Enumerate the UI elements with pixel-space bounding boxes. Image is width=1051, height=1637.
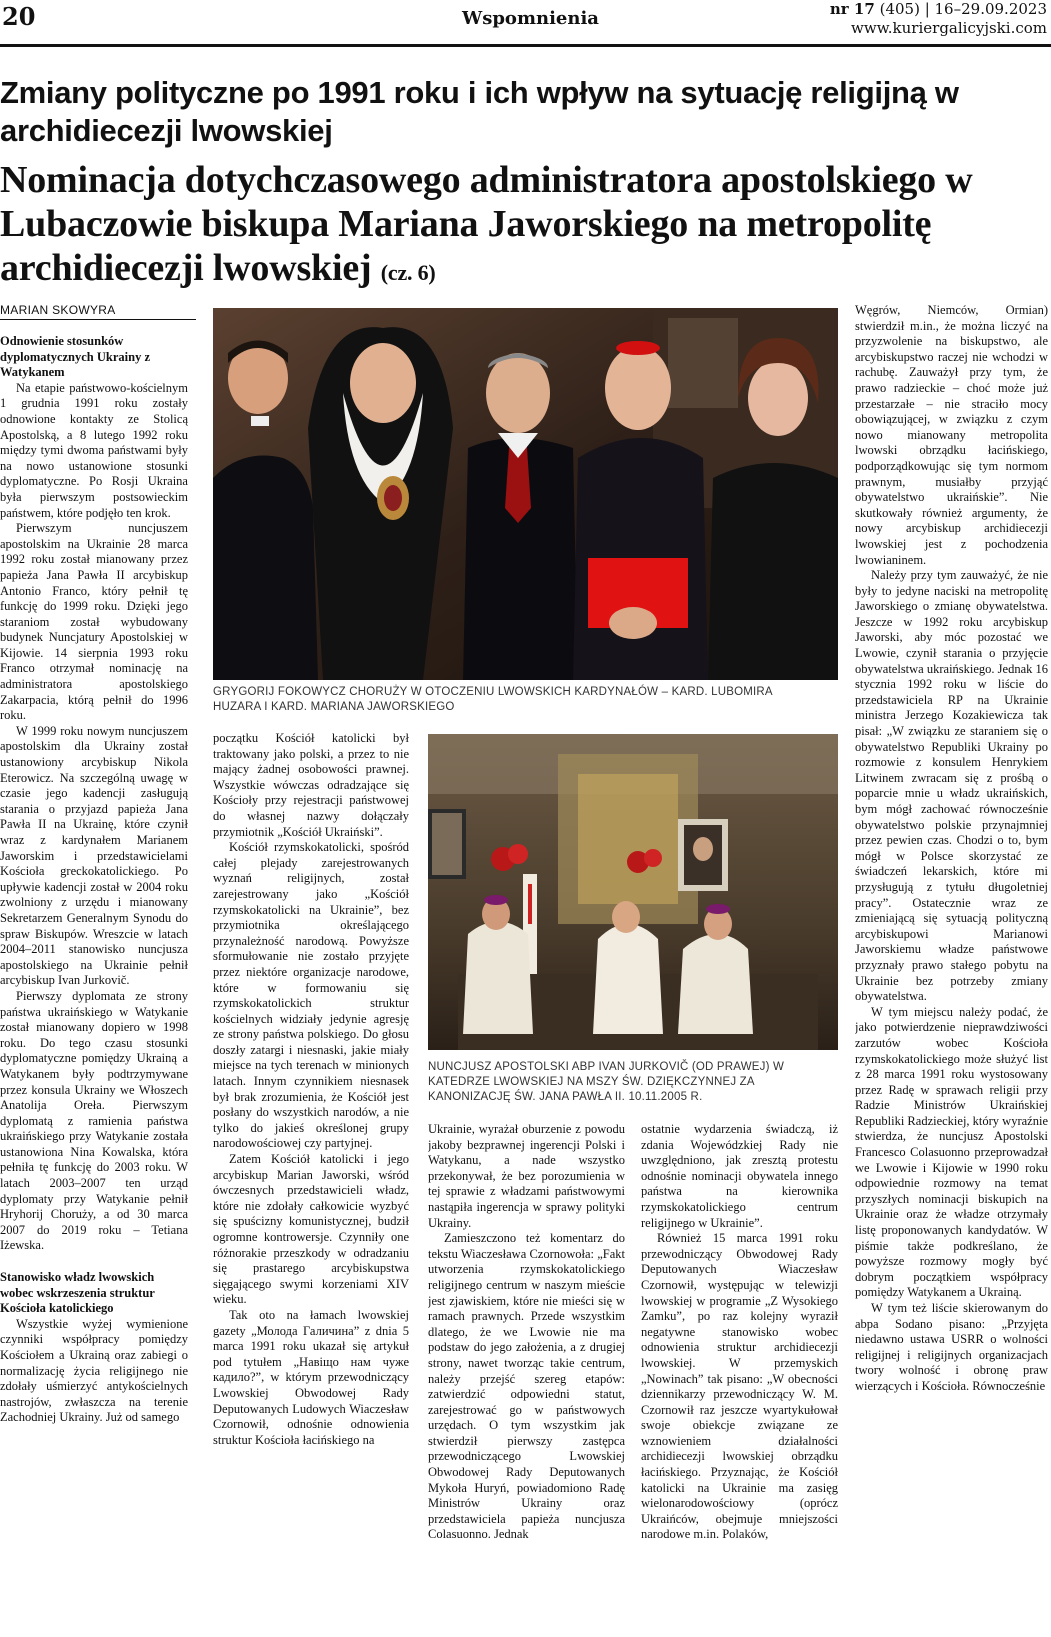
paragraph: Należy przy tym zauważyć, że nie były to jedyne naciski na metropolitę Jaworskiego o zmianę obywatelstwa. Jeszcze w 1992 roku arcybiskup Jaworski, aby móc pozostać we Lwowie, czynił starania o przyjęcie obywatelstwa ukraińskiego. Jednak 16 stycznia 1992 roku w liście do przedstawiciela RP na Ukrainie ministra Jerzego Kozakiewicza tak pisał: „W związku ze staraniem się o obywatelstwo Republiki Ukrainy po rozmowie z konsulem Henrykiem Litwinem zwracam się z prośbą o poparcie mnie u władz ukraińskich, bym mógł zachować równocześnie obywatelstwo polskie przynajmniej przez pewien czas. Chodzi o to, bym mógł w Polsce skorzystać ze świadczeń lekarskich, które mi przysługują z tytułu długoletniej pracy”. Ostatecznie wraz ze zmieniającą się sytuacją polityczną arcybiskupowi Marianowi Jaworskiemu władze państwowe przyznały prawo stałego pobytu na Ukrainie bez potrzeby zmiany obywatelstwa.	[855, 568, 1048, 1004]
text-column-2	[213, 731, 409, 1637]
photo-cardinals-caption: GRYGORIJ FOKOWYCZ CHORUŻY W OTOCZENIU LWOWSKICH KARDYNAŁÓW – KARD. LUBOMIRA HUZARA I KARD. MARIANA JAWORSKIEGO	[213, 686, 773, 713]
paragraph: Wszystkie wyżej wymienione czynniki współpracy pomiędzy Kościołem a Ukrainą oraz zabiegi o normalizację życia religijnego nie zdołały uśmierzyć antykościelnych nastrojów, zwłaszcza na terenie Zachodniej Ukrainy. Już od samego	[0, 1316, 188, 1425]
headline-text: Nominacja dotychczasowego administratora apostolskiego w Lubaczowie biskupa Mariana Jaworskiego na metropolitę archidiecezji lwowskiej	[0, 159, 973, 289]
article-kicker: Zmiany polityczne po 1991 roku i ich wpływ na sytuację religijną w archidiecezji lwowskiej	[0, 75, 959, 148]
paragraph: W 1999 roku nowym nuncjuszem apostolskim dla Ukrainy został ustanowiony arcybiskup Nikola Eterowicz. Na szczególną uwagę w czasie jego kadencji zasługują starania o przyjazd papieża Jana Pawła II na Ukrainę, które czynił wraz z kardynałem Marianem Jaworskim i przedstawicielami Kościoła greckokatolickiego. Po upływie kadencji został w 2004 roku zwolniony z urzędu i mianowany Sekretarzem Generalnym Synodu do spraw Biskupów. Wreszcie w latach 2004–2011 stanowisko nuncjusza apostolskiego na Ukrainie pełnił arcybiskup Ivan Jurkovič.	[0, 723, 188, 988]
photo-cathedral-mass	[428, 734, 838, 1050]
photo-cardinals-image	[213, 308, 838, 680]
headline-part: (cz. 6)	[380, 260, 436, 285]
paragraph: Pierwszym nuncjuszem apostolskim na Ukrainie 28 marca 1992 roku został mianowany przez papieża Jana Pawła II arcybiskup Antonio Franco, który pełnił tę funkcję do 1999 roku. Dzięki jego staraniom został wybudowany budynek Nuncjatury Apostolskiej w Kijowie. 14 sierpnia 1993 roku Franco otrzymał nominację na administratora apostolskiego Zakarpacia, którą pełnił do 1996 roku.	[0, 521, 188, 723]
section-name: Wspomnienia	[462, 8, 599, 29]
author-byline: MARIAN SKOWYRA	[0, 303, 196, 320]
subheading-2: Stanowisko władz lwowskich wobec wskrzeszenia struktur Kościoła katolickiego	[0, 1270, 155, 1316]
subheading-1: Odnowienie stosunków dyplomatycznych Ukrainy z Watykanem	[0, 334, 150, 380]
paragraph: W tym też liście skierowanym do abpa Sodano pisano: „Przyjęta niedawno ustawa USRR o wolności religijnej i religijnych organizacjach twory wolność i obronę praw wierzących i Kościoła. Równocześnie	[855, 1301, 1048, 1393]
text-column-5	[855, 303, 1048, 1637]
paragraph: W tym miejscu należy podać, że jako potwierdzenie nieprawdziwości zarzutów wobec Kościoła rzymskokatolickiego może służyć list z 28 marca 1991 roku wystosowany przez Radę w sprawach religii przy Radzie Ministrów Ukraińskiej Republiki Radzieckiej, który wyraźnie stwierdza, że nuncjusz Apostolski Francesco Colasuonno przeprowadzał we Lwowie i Kijowie w 1990 roku odpowiednie rozmowy na temat przyszłych nominacji biskupich na Ukrainie oraz że władze otrzymały listę proponowanych kandydatów. W piśmie także podkreślano, że powyższe rozmowy mogły być dobrym początkiem współpracy pomiędzy Watykanem a Ukrainą.	[855, 1004, 1048, 1300]
photo-cathedral-caption: NUNCJUSZ APOSTOLSKI ABP IVAN JURKOVIČ (OD PRAWEJ) W KATEDRZE LWOWSKIEJ NA MSZY ŚW. DZIĘKCZYNNEJ ZA KANONIZACJĘ ŚW. JANA PAWŁA II. 10.11.2005 R.	[428, 1061, 785, 1103]
header-rule	[0, 44, 1051, 47]
paragraph: Pierwszy dyplomata ze strony państwa ukraińskiego w Watykanie został mianowany dopiero w 1998 roku. Do tego czasu stosunki dyplomatyczne pomiędzy Ukrainą a Watykanem były podtrzymywane przez konsula Ukrainy we Włoszech Anatolija Oreła. Pierwszym dyplomatą z ramienia państwa ukraińskiego przy Watykanie została ustanowiona Nina Kowalska, która pełniła tę funkcję do 2003 roku. W latach 2003–2007 ten urząd dyplomaty przy Watykanie pełnił Hryhorij Choruży, a od 30 marca 2007 do 2019 roku – Tetiana Iżewska.	[0, 988, 188, 1253]
page-header	[0, 0, 1051, 48]
photo-cathedral-image	[428, 734, 838, 1050]
paragraph: ostatnie wydarzenia świadczą, iż zdania Wojewódzkiej Rady nie uwzględniono, jak zresztą protestu odnośnie nominacji obywatela innego państwa na kierownika rzymskokatolickiego centrum religijnego w Ukrainie”.	[641, 1122, 838, 1230]
paragraph: Kościół rzymskokatolicki, spośród całej plejady zarejestrowanych wyznań religijnych, został zarejestrowany jako „Kościół rzymskokatolicki na Ukrainie”, bez przymiotnika określającego przynależność narodową. Powyższe sformułowanie nie zostało przyjęte przez niektóre organizacje narodowe, które w formowaniu się rzymskokatolickich struktur kościelnych widziały jedynie agresję ze strony państwa polskiego. Do głosu doszły zatargi i niesnaski, jakie miały miejsce na tych terenach w minionych latach. Innym czynnikiem niesnasek był brak zrozumienia, że Kościół jest posłany do wszystkich narodów, a nie tylko do jakieś określonej grupy narodowościowej czy partyjnej.	[213, 840, 409, 1151]
text-column-4	[641, 1122, 838, 1637]
paragraph: Również 15 marca 1991 roku przewodniczący Obwodowej Rady Deputowanych Wiaczesław Czornowił, występując w telewizji lwowskiej w programie „Z Wysokiego Zamku”, po raz kolejny wyraził negatywne stanowisko wobec odnowienia struktur archidiecezji lwowskiej. W przemyskich „Nowinach” tak pisano: „W obecności dziennikarzy przewodniczący W. M. Czornowił raz jeszcze wyartykułował swoje obiekcje związane ze wznowieniem działalności archidiecezji lwowskiej obrządku łacińskiego. Przyznając, że Kościół katolicki na Ukrainie ma zasięg wielonarodowościowy (oprócz Ukraińców, obejmuje mniejszości narodowe m.in. Polaków,	[641, 1231, 838, 1542]
paragraph: Tak oto na łamach lwowskiej gazety „Молода Галичина” z dnia 5 marca 1991 roku ukazał się artykuł pod tytułem „Навіщо нам чуже кадило?”, w którym przewodniczący Lwowskiej Obwodowej Rady Deputowanych Ludowych Wiaczesław Czornowił, odnośnie odnowienia struktur Kościoła łacińskiego na	[213, 1307, 409, 1447]
paragraph: Zamieszczono też komentarz do tekstu Wiaczesława Czornowoła: „Fakt utworzenia rzymskokatolickiego religijnego centrum w naszym mieście jest zjawiskiem, które nie mieści się w ramach prawnych. Przede wszystkim dlatego, że we Lwowie nie ma podstaw do jego założenia, a z drugiej strony, nawet tworząc takie centrum, należy przejść szereg etapów: zatwierdzić odpowiedni statut, zarejestrować go w państwowych urzędach. O tym wszystkim jak stwierdził pierwszy zastępca przewodniczącego Lwowskiej Obwodowej Rady Deputowanych Mykoła Huryń, powiadomiono Radę Ministrów Ukrainy oraz przedstawiciela papieża nuncjusza Colasuonno. Jednak	[428, 1231, 625, 1542]
text-column-1	[0, 334, 188, 1637]
paragraph: początku Kościół katolicki był traktowany jako polski, a przez to nie mający żadnej osobowości prawnej. Wszystkie wówczas odradzające się Kościoły przy rejestracji państwowej do własnej nazwy dołączały przymiotnik „Kościół Ukraiński”.	[213, 731, 409, 839]
issue-info	[830, 0, 1047, 38]
issue-number: nr 17	[829, 0, 875, 18]
text-column-3	[428, 1122, 625, 1637]
article-headline	[0, 158, 1050, 295]
paragraph: Ukrainie, wyrażał oburzenie z powodu jakoby bezprawnej ingerencji Polski i Watykanu, a nade wszystko przekonywał, że bez porozumienia w tej sprawie z władzami państwowymi nastąpiła ingerencja w sprawy polityki Ukrainy.	[428, 1122, 625, 1230]
paragraph: Na etapie państwowo-kościelnym 1 grudnia 1991 roku zostały odnowione kontakty ze Stolicą Apostolską, a 8 lutego 1992 roku między tymi dwoma państwami były na nowo ustanowione stosunki dyplomatyczne. Po Rosji Ukraina była pierwszym postsowieckim państwem, które podjęło ten krok.	[0, 380, 188, 520]
page-number: 20	[2, 2, 36, 31]
website: www.kuriergalicyjski.com	[851, 19, 1047, 37]
paragraph: Węgrów, Niemców, Ormian) stwierdził m.in., że można liczyć na przyzwolenie na biskupstwo, ale arcybiskupstwo raczej nie wchodzi w rachubę. Zauważył przy tym, że prawo radzieckie – choć może już przestarzałe – nie straciło mocy obowiązującej, w związku z czym nowo mianowany metropolita lwowski obrządku łacińskiego, podporządkowując się tym normom prawnym, musiałby przyjąć obywatelstwo ukraińskie”. Nie skutkowały również argumenty, że nowy arcybiskup archidiecezji lwowskiej jest z pochodzenia lwowianinem.	[855, 303, 1048, 567]
issue-date: (405) | 16–29.09.2023	[879, 0, 1047, 18]
photo-cardinals	[213, 308, 838, 680]
paragraph: Zatem Kościół katolicki i jego arcybiskup Marian Jaworski, wśród ówczesnych przedstawicieli władz, które nie zdołały całkowicie wyzbyć się spuścizny komunistycznej, budził ogromne kontrowersje. Czynniły one różnorakie przeszkody w odradzaniu się prastarego arcybiskupstwa sięgającego swymi korzeniami XIV wieku.	[213, 1152, 409, 1307]
